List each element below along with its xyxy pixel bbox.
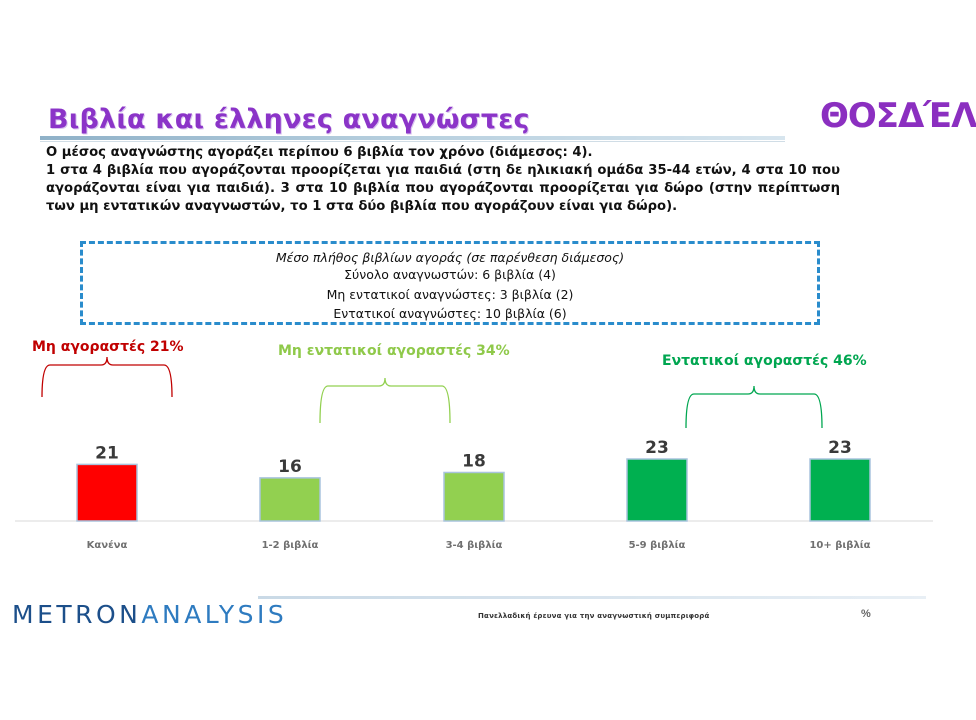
summary-heading: Μέσο πλήθος βιβλίων αγοράς (σε παρένθεση διάμεσος) bbox=[275, 250, 625, 265]
group-label-none: Μη αγοραστές 21% bbox=[32, 339, 184, 355]
category-label-1: 1-2 βιβλία bbox=[261, 540, 319, 551]
summary-total: Σύνολο αναγνωστών: 6 βιβλία (4) bbox=[344, 267, 556, 282]
brace-none bbox=[42, 357, 172, 397]
data-label-3: 23 bbox=[645, 438, 669, 458]
bar-0 bbox=[77, 464, 137, 521]
bar-3 bbox=[627, 459, 687, 521]
intro-line-1: Ο μέσος αναγνώστης αγοράζει περίπου 6 βιβλία τον χρόνο (διάμεσος: 4). bbox=[46, 145, 593, 160]
category-label-4: 10+ βιβλία bbox=[809, 540, 871, 551]
bar-2 bbox=[444, 472, 504, 521]
category-label-2: 3-4 βιβλία bbox=[445, 540, 503, 551]
summary-intensive: Εντατικοί αναγνώστες: 10 βιβλία (6) bbox=[333, 306, 567, 321]
brace-intensive bbox=[686, 386, 822, 428]
page-title: Βιβλία και έλληνες αναγνώστες bbox=[48, 104, 530, 135]
page-marker: % bbox=[861, 608, 871, 620]
group-label-intensive: Εντατικοί αγοραστές 46% bbox=[662, 353, 867, 369]
category-label-0: Κανένα bbox=[86, 540, 128, 551]
group-label-non-intensive: Μη εντατικοί αγοραστές 34% bbox=[278, 343, 510, 359]
bar-1 bbox=[260, 478, 320, 521]
data-label-2: 18 bbox=[462, 451, 486, 472]
brand-part-1: METRON bbox=[12, 600, 142, 629]
category-label-3: 5-9 βιβλία bbox=[628, 540, 686, 551]
logo-text: ΘΟΣΔΈΛ bbox=[820, 96, 976, 136]
intro-line-2: 1 στα 4 βιβλία που αγοράζονται προορίζεται για παιδιά (στη δε ηλικιακή ομάδα 35-44 ετών, 4 στα 10 που αγοράζονται είναι για παιδιά). 3 στα 10 βιβλία που αγοράζονται προορίζεται για δώρο (στην περίπτωση των μη εντατικών αναγνωστών, το 1 στα δύο βιβλία που αγοράζουν είναι για δώρο). bbox=[46, 163, 840, 214]
metron-analysis-logo bbox=[12, 600, 287, 629]
survey-caption: Πανελλαδική έρευνα για την αναγνωστική συμπεριφορά bbox=[478, 612, 710, 620]
brace-non-intensive bbox=[320, 378, 450, 423]
data-label-0: 21 bbox=[95, 443, 119, 464]
footer-rule bbox=[258, 596, 926, 599]
bar-4 bbox=[810, 459, 870, 521]
data-label-1: 16 bbox=[278, 456, 302, 477]
data-label-4: 23 bbox=[828, 438, 852, 458]
summary-non-intensive: Μη εντατικοί αναγνώστες: 3 βιβλία (2) bbox=[326, 287, 574, 302]
brand-part-2: ANALYSIS bbox=[141, 600, 288, 629]
